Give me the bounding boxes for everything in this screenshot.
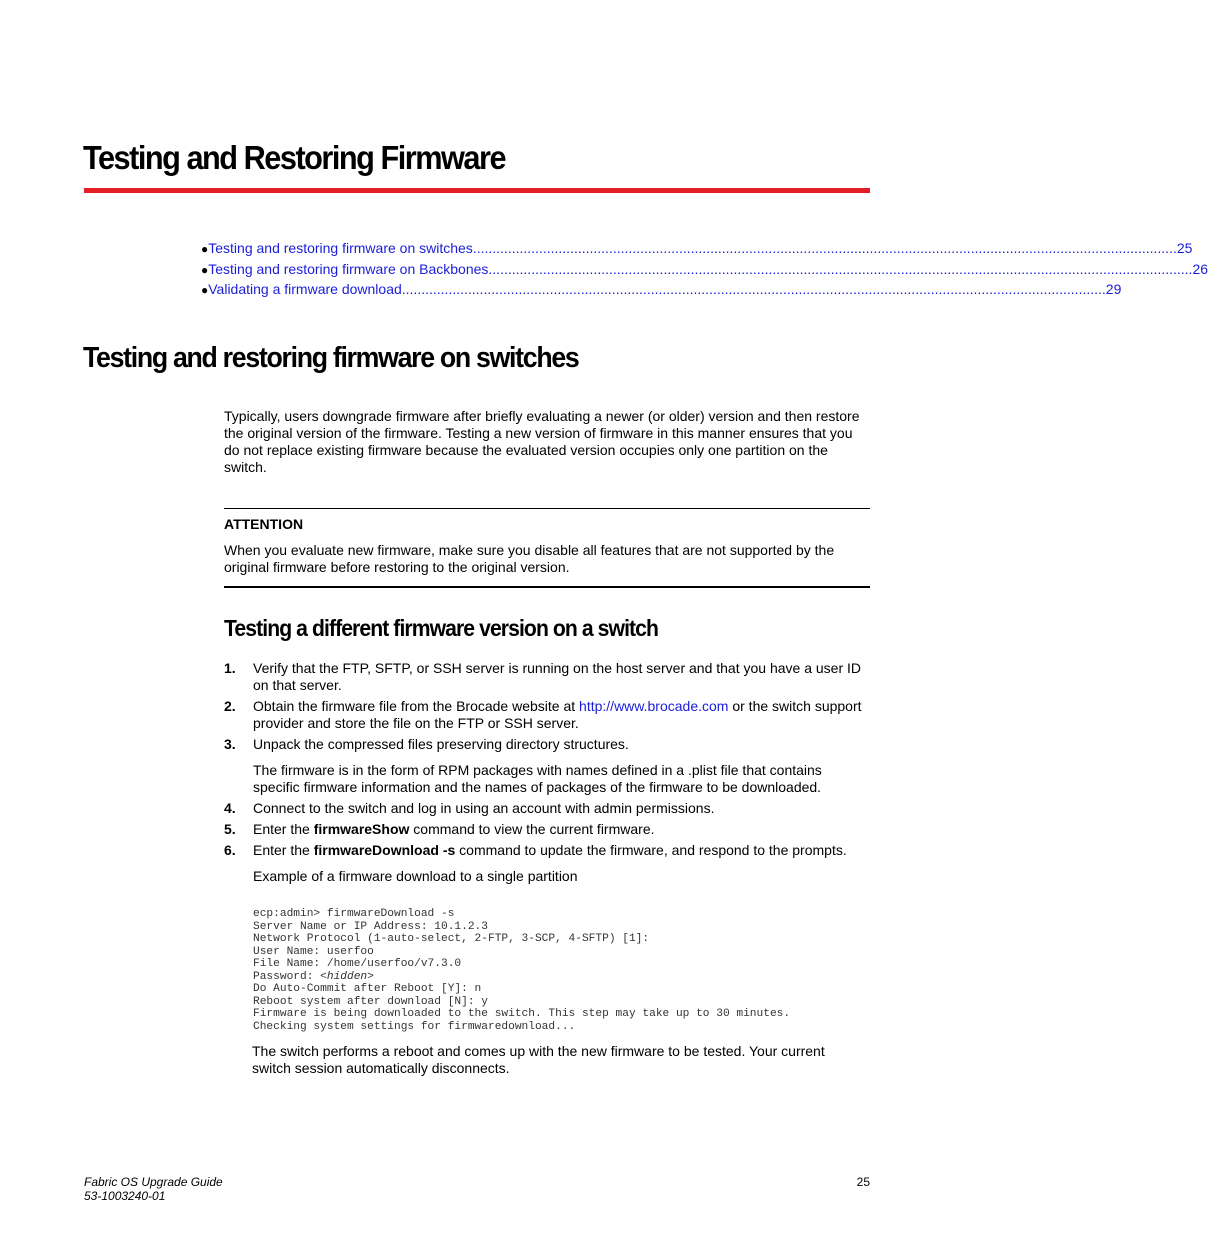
step-text: Verify that the FTP, SFTP, or SSH server is running on the host server and that you have a user ID on that server. [253, 660, 862, 693]
command-name: firmwareShow [313, 821, 410, 837]
step-note: The firmware is in the form of RPM packages with names defined in a .plist file that contains specific firmware information and the names of packages of the firmware to be downloaded. [253, 762, 822, 795]
step-3 [224, 736, 870, 796]
result-paragraph: The switch performs a reboot and comes up with the new firmware to be tested. Your current switch session automatically disconnects. [252, 1043, 825, 1076]
code-example: ecp:admin> firmwareDownload -s Server Name or IP Address: 10.1.2.3 Network Protocol (1-auto-select, 2-FTP, 3-SCP, 4-SFTP) [1]: User Name: userfoo File Name: /home/userfoo/v7.3.0 Password: <hidden> Do Auto-Commit after Reboot [Y]: n Reboot system after download [N]: y Firmware is being downloaded to the switch. This step may take up to 30 minutes. Checking system settings for firmwaredownload... [253, 908, 791, 1033]
subsection-heading: Testing a different firmware version on a switch [224, 615, 659, 641]
step-number: 1. [224, 660, 236, 676]
step-number: 2. [224, 698, 236, 714]
command-name: firmwareDownload -s [313, 842, 456, 858]
step-number: 4. [224, 800, 236, 816]
toc-link-validating[interactable]: Validating a firmware download ..... 29 [208, 281, 1121, 297]
attention-bottom-rule [224, 586, 870, 588]
intro-paragraph: Typically, users downgrade firmware after briefly evaluating a newer (or older) version and then restore the original version of the firmware. Testing a new version of firmware in this manner ensures that you do not replace existing firmware because the evaluated version occupies only one partition on the switch. [224, 408, 860, 475]
footer-doc-number: 53-1003240-01 [84, 1189, 166, 1203]
attention-top-rule [224, 508, 870, 509]
brocade-website-link[interactable]: http://www.brocade.com [579, 698, 729, 714]
chapter-title: Testing and Restoring Firmware [83, 139, 506, 176]
step-5: 5. Enter the firmwareShow command to view the current firmware. [224, 821, 655, 837]
step-text: Connect to the switch and log in using an account with admin permissions. [253, 800, 715, 816]
toc-item[interactable] [201, 260, 1208, 282]
footer-doc-title: Fabric OS Upgrade Guide [84, 1175, 223, 1189]
footer-doc-info [84, 1175, 223, 1203]
step-number: 5. [224, 821, 236, 837]
attention-text: When you evaluate new firmware, make sure you disable all features that are not supported by the original firmware before restoring to the original version. [224, 542, 835, 575]
toc-item[interactable] [201, 240, 1193, 261]
bullet-icon: ● [201, 262, 209, 277]
toc-link-backbones[interactable]: Testing and restoring firmware on Backbones ..... 26 [208, 261, 1208, 277]
page-number: 25 [856, 1175, 870, 1189]
step-6: 6. Enter the firmwareDownload -s command to update the firmware, and respond to the prompts. Example of a firmware download to a single partition [224, 842, 870, 885]
attention-heading: ATTENTION [224, 516, 304, 532]
step-note: Example of a firmware download to a single partition [253, 868, 578, 884]
chapter-divider [84, 188, 870, 193]
step-number: 3. [224, 736, 236, 752]
step-1 [224, 660, 870, 694]
toc-item[interactable] [201, 281, 1122, 302]
step-number: 6. [224, 842, 236, 858]
bullet-icon: ● [201, 283, 209, 297]
procedure-steps [224, 660, 870, 889]
step-text: Unpack the compressed files preserving directory structures. [253, 736, 629, 752]
step-4 [224, 800, 870, 817]
step-2: 2. Obtain the firmware file from the Brocade website at http://www.brocade.com or the switch support provider and store the file on the FTP or SSH server. [224, 698, 862, 731]
toc-link-switches[interactable]: Testing and restoring firmware on switches ..... 25 [208, 240, 1192, 256]
section-heading: Testing and restoring firmware on switches [83, 342, 579, 374]
bullet-icon: ● [201, 242, 209, 256]
table-of-contents [201, 240, 1208, 302]
